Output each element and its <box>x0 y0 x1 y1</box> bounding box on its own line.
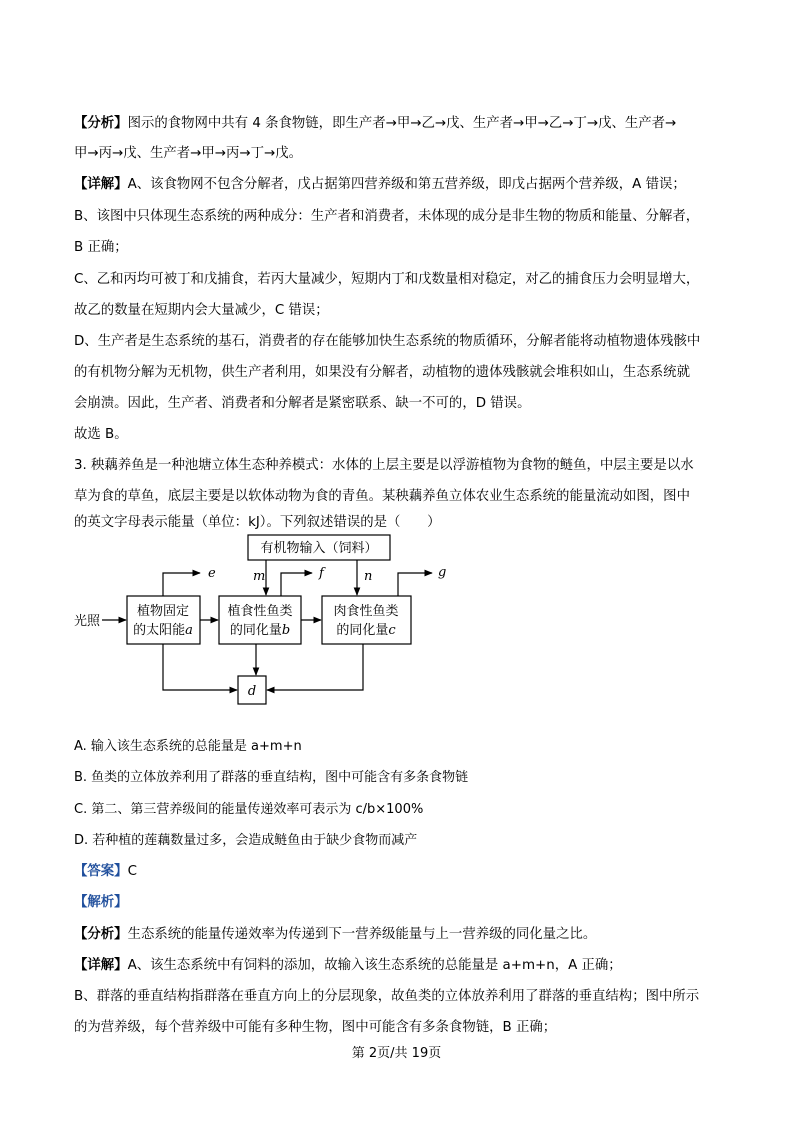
answer-line: 【答案】C <box>74 864 137 879</box>
arrow-f <box>281 573 312 596</box>
herbivore-label-2: 的同化量b <box>229 623 291 638</box>
arrow-e <box>163 573 200 596</box>
text-line: B、群落的垂直结构指群落在垂直方向上的分层现象，故鱼类的立体放养利用了群落的垂直结构；图中所示 <box>74 989 700 1004</box>
analysis-line: 【分析】生态系统的能量传递效率为传递到下一营养级能量与上一营养级的同化量之比。 <box>74 927 597 942</box>
text-line: 的有机物分解为无机物，供生产者利用，如果没有分解者，动植物的遗体残骸就会堆积如山，生态系统就 <box>74 365 690 380</box>
light-label: 光照 <box>74 614 101 629</box>
energy-flow-diagram <box>60 530 480 715</box>
herbivore-label-1: 植食性鱼类 <box>227 604 293 619</box>
label-f: f <box>319 566 324 581</box>
plant-to-d-arrow <box>163 644 237 690</box>
option-b: B. 鱼类的立体放养利用了群落的垂直结构，图中可能含有多条食物链 <box>74 770 469 785</box>
text-line: 草为食的草鱼，底层主要是以软体动物为食的青鱼。某秧藕养鱼立体农业生态系统的能量流动如图，图中 <box>74 489 690 504</box>
label-d: d <box>247 684 257 699</box>
text-line: 故乙的数量在短期内会大量减少，C 错误； <box>74 303 329 318</box>
text-line: B、该图中只体现生态系统的两种成分：生产者和消费者，未体现的成分是非生物的物质和能量、分解者， <box>74 209 700 224</box>
plant-label-2: 的太阳能a <box>133 623 193 638</box>
carnivore-label-2: 的同化量c <box>336 623 396 638</box>
text-line: 的为营养级，每个营养级中可能有多种生物，图中可能含有多条食物链，B 正确； <box>74 1020 557 1035</box>
analysis-heading: 【解析】 <box>74 895 128 910</box>
text-line: D、生产者是生态系统的基石，消费者的存在能够加快生态系统的物质循环，分解者能将动植物遗体残骸中 <box>74 334 701 349</box>
analysis-line: 【分析】图示的食物网中共有 4 条食物链，即生产者→甲→乙→戊、生产者→甲→乙→丁→戊、生产者→ <box>74 116 677 131</box>
text-line: 会崩溃。因此，生产者、消费者和分解者是紧密联系、缺一不可的，D 错误。 <box>74 396 531 411</box>
label-m: m <box>253 569 266 584</box>
text-line: 故选 B。 <box>74 427 128 442</box>
text-line: B 正确； <box>74 240 128 255</box>
page-footer: 第 2页/共 19页 <box>351 1046 442 1061</box>
label-e: e <box>208 566 216 581</box>
plant-label-1: 植物固定 <box>136 604 190 619</box>
label-g: g <box>438 565 447 580</box>
feed-input-label: 有机物输入（饲料） <box>260 541 378 556</box>
text-line: 甲→丙→戊、生产者→甲→丙→丁→戊。 <box>74 146 303 161</box>
option-c: C. 第二、第三营养级间的能量传递效率可表示为 c/b×100% <box>74 802 424 817</box>
option-d: D. 若种植的莲藕数量过多，会造成鲢鱼由于缺少食物而减产 <box>74 833 418 848</box>
option-a: A. 输入该生态系统的总能量是 a+m+n <box>74 739 302 754</box>
carn-to-d-arrow <box>267 644 363 690</box>
label-n: n <box>364 569 373 584</box>
detail-line: 【详解】A、该生态系统中有饲料的添加，故输入该生态系统的总能量是 a+m+n，A 正确； <box>74 958 622 973</box>
detail-line: 【详解】A、该食物网不包含分解者，戊占据第四营养级和第五营养级，即戊占据两个营养级，A 错误； <box>74 177 686 192</box>
arrow-g <box>398 573 432 596</box>
text-line: C、乙和丙均可被丁和戊捕食，若丙大量减少，短期内丁和戊数量相对稳定，对乙的捕食压力会明显增大， <box>74 272 700 287</box>
text-line: 的英文字母表示能量（单位：kJ）。下列叙述错误的是（ ） <box>74 515 441 530</box>
carnivore-label-1: 肉食性鱼类 <box>333 604 399 619</box>
question-stem: 3. 秧藕养鱼是一种池塘立体生态种养模式：水体的上层主要是以浮游植物为食物的鲢鱼，中层主要是以水 <box>74 458 694 473</box>
